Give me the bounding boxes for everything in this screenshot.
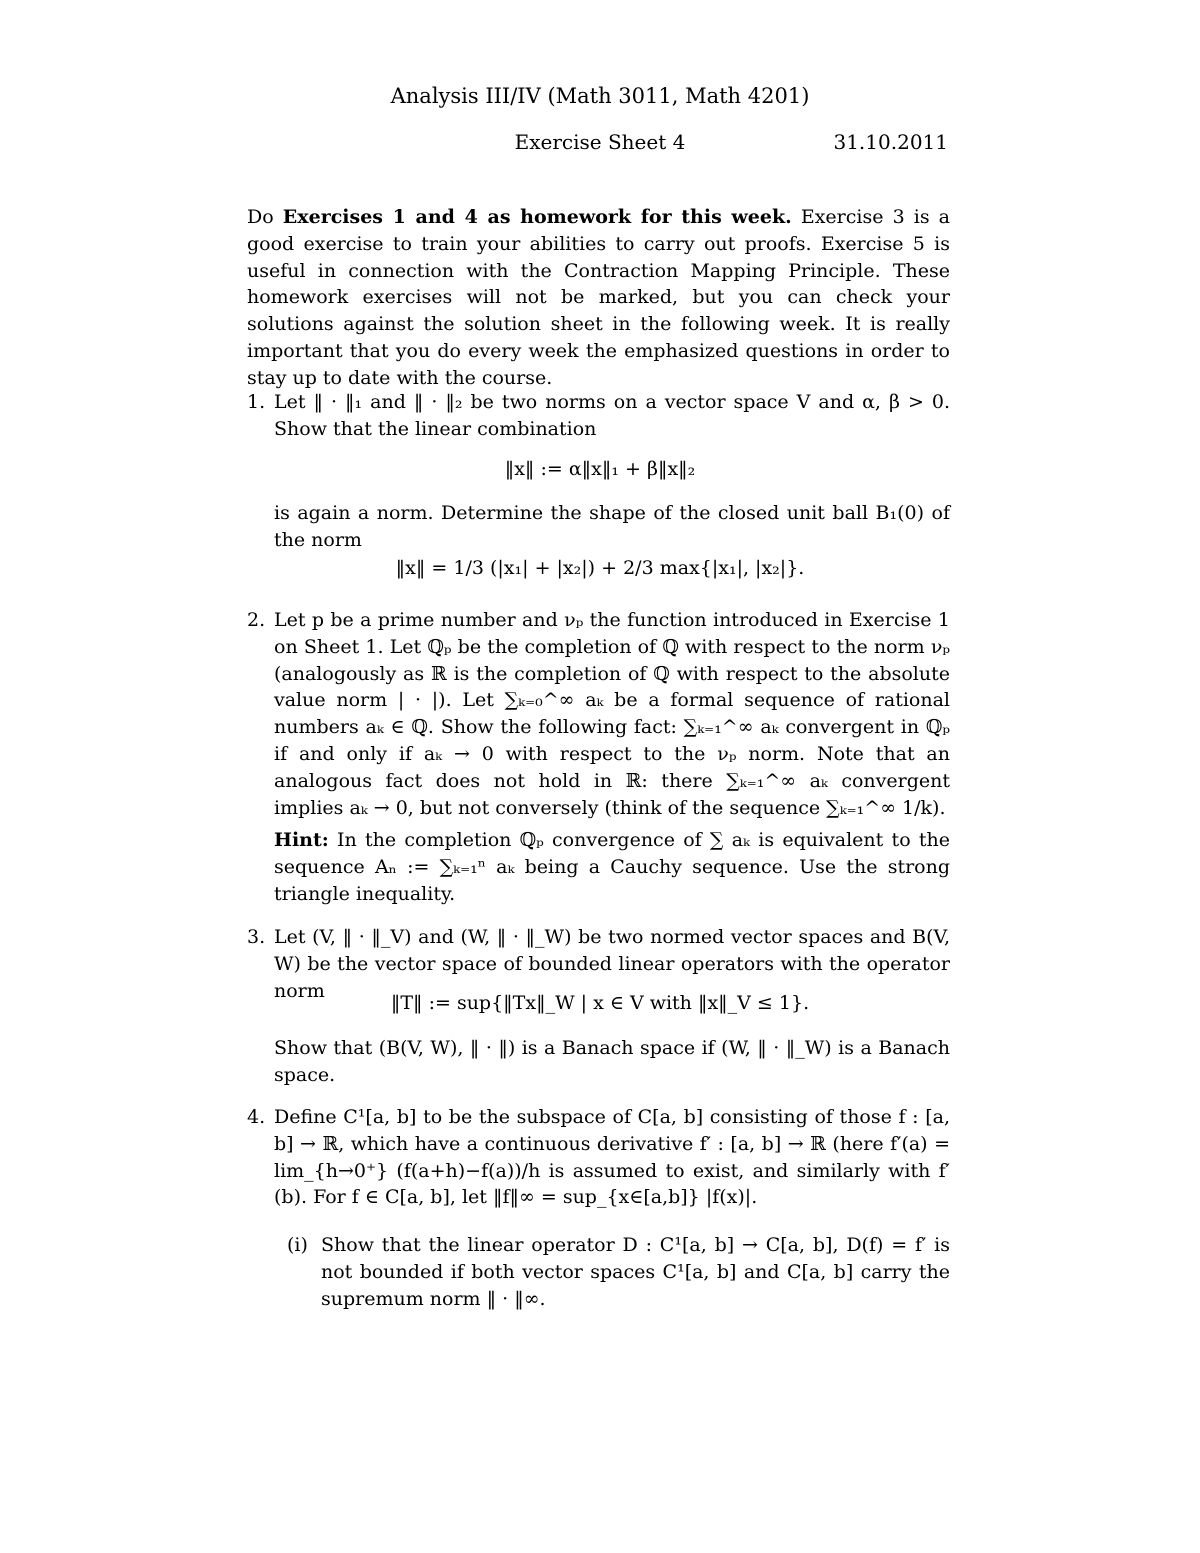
exercise-text: Let (V, ‖ · ‖_V) and (W, ‖ · ‖_W) be two normed vector spaces and B(V, W) be the vector space of bounded linear operators with the operator norm (274, 926, 950, 1002)
sheet-title: Exercise Sheet 4 (514, 130, 686, 154)
exercise-number: 1. (247, 391, 266, 413)
hint (274, 827, 950, 907)
exercise-text: Show that (B(V, W), ‖ · ‖) is a Banach space if (W, ‖ · ‖_W) is a Banach space. (274, 1037, 950, 1086)
hint-text: In the completion ℚₚ convergence of ∑ aₖ is equivalent to the sequence Aₙ := ∑ₖ₌₁ⁿ aₖ being a Cauchy sequence. Use the strong triangle inequality. (274, 829, 950, 905)
display-formula: ‖T‖ := sup{‖Tx‖_W | x ∈ V with ‖x‖_V ≤ 1}. (390, 992, 810, 1014)
display-formula: ‖x‖ = 1/3 (|x₁| + |x₂|) + 2/3 max{|x₁|, |x₂|}. (395, 557, 805, 579)
intro-emphasis: Exercises 1 and 4 as homework for this week. (282, 206, 792, 228)
exercise-text: Let ‖ · ‖₁ and ‖ · ‖₂ be two norms on a vector space V and α, β > 0. Show that the linear combination (274, 391, 950, 440)
exercise-text: is again a norm. Determine the shape of the closed unit ball B₁(0) of the norm (274, 502, 950, 551)
exercise-text: Define C¹[a, b] to be the subspace of C[a, b] consisting of those f : [a, b] → ℝ, which have a continuous derivative f′ : [a, b] → ℝ (here f′(a) = lim_{h→0⁺} (f(a+h)−f(a))/h is assumed to exist, and similarly with f′(b). For f ∈ C[a, b], let ‖f‖∞ = sup_{x∈[a,b]} |f(x)|. (274, 1106, 950, 1209)
part-text: Show that the linear operator D : C¹[a, b] → C[a, b], D(f) = f′ is not bounded if both vector spaces C¹[a, b] and C[a, b] carry the supremum norm ‖ · ‖∞. (321, 1234, 950, 1310)
display-formula: ‖x‖ := α‖x‖₁ + β‖x‖₂ (504, 458, 696, 480)
exercise-number: 3. (247, 926, 266, 948)
intro-paragraph (247, 204, 950, 392)
intro-lead: Do (247, 206, 274, 228)
exercise-number: 4. (247, 1106, 266, 1128)
intro-rest: Exercise 3 is a good exercise to train your abilities to carry out proofs. Exercise 5 is useful in connection with the Contraction Mapping Principle. These homework exercises will not be marked, but you can check your solutions against the solution sheet in the following week. It is really important that you do every week the emphasized questions in order to stay up to date with the course. (247, 206, 950, 389)
course-title: Analysis III/IV (Math 3011, Math 4201) (390, 84, 810, 108)
hint-label: Hint: (274, 829, 329, 851)
exercise-number: 2. (247, 609, 266, 631)
sheet-header (0, 130, 1200, 156)
part-number: (i) (287, 1234, 308, 1256)
sheet-date: 31.10.2011 (833, 130, 948, 154)
exercise-text: Let p be a prime number and νₚ the function introduced in Exercise 1 on Sheet 1. Let ℚₚ be the completion of ℚ with respect to the norm νₚ (analogously as ℝ is the completion of ℚ with respect to the absolute value norm | · |). Let ∑ₖ₌₀^∞ aₖ be a formal sequence of rational numbers aₖ ∈ ℚ. Show the following fact: ∑ₖ₌₁^∞ aₖ convergent in ℚₚ if and only if aₖ → 0 with respect to the νₚ norm. Note that an analogous fact does not hold in ℝ: there ∑ₖ₌₁^∞ aₖ convergent implies aₖ → 0, but not conversely (think of the sequence ∑ₖ₌₁^∞ 1/k). (274, 609, 950, 819)
